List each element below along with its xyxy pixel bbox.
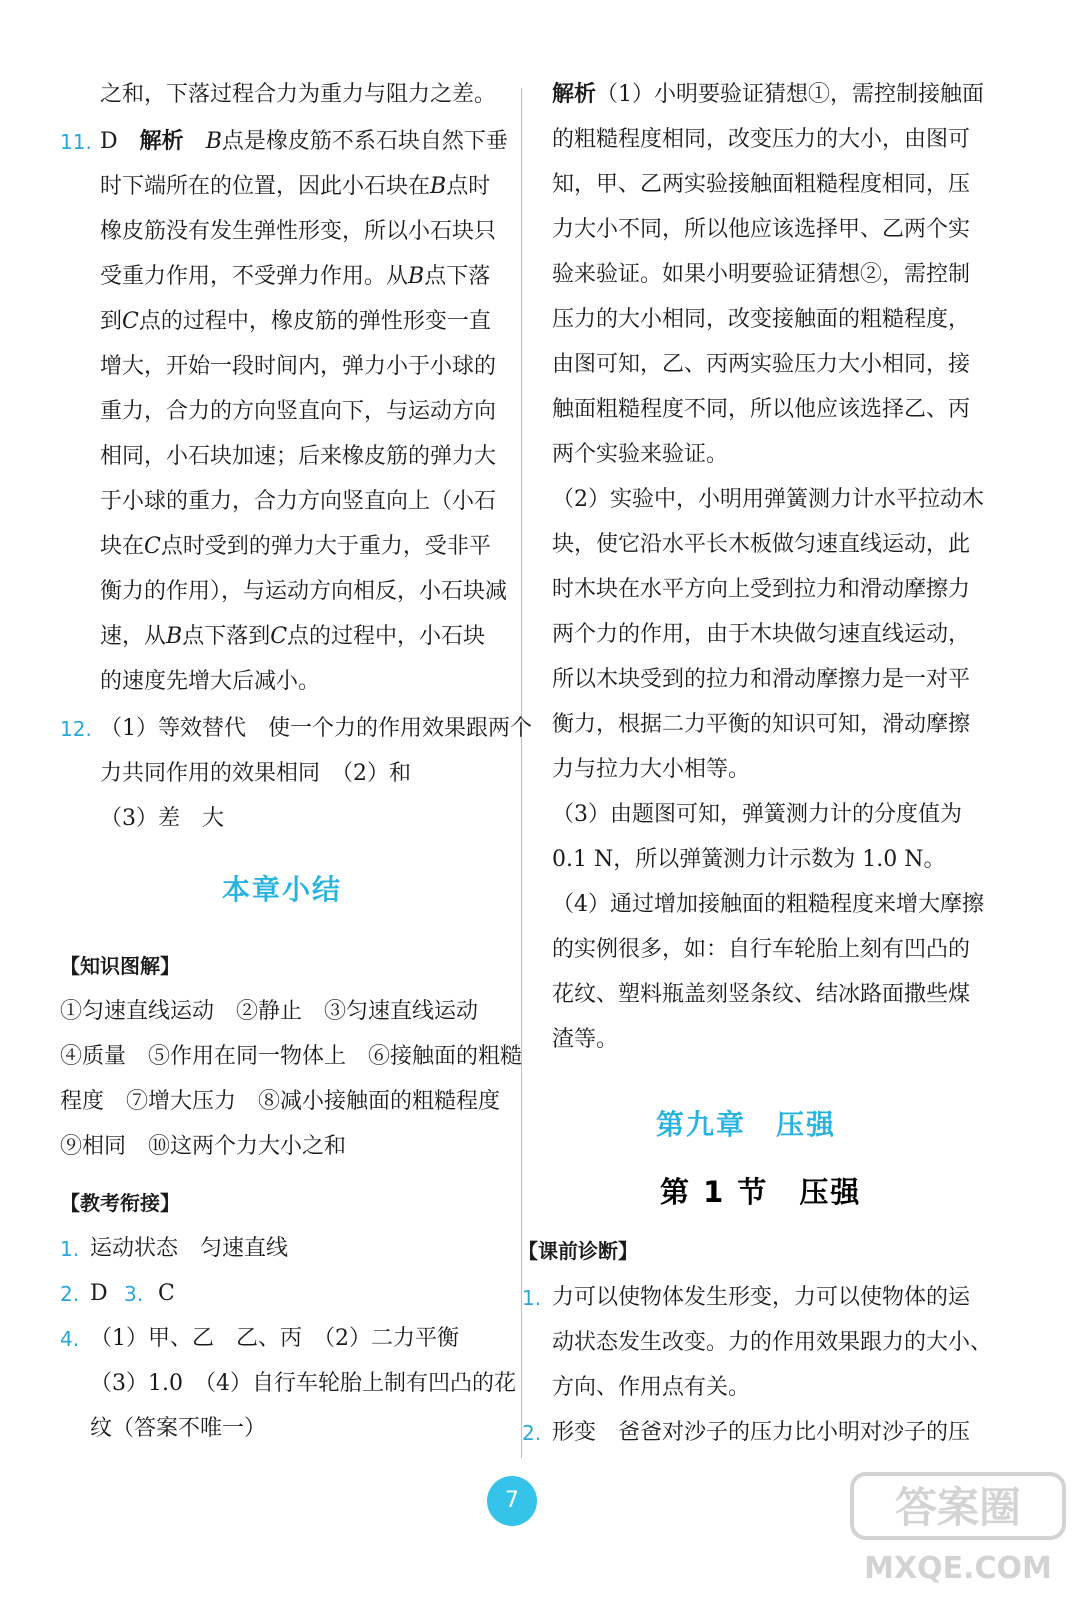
text-line: 块，使它沿水平长木板做匀速直线运动，此	[552, 532, 971, 557]
text-line: ⑨相同 ⑩这两个力大小之和	[60, 1134, 347, 1159]
text-line: （4）通过增加接触面的粗糙程度来增大摩擦	[552, 892, 984, 917]
text-line: 力大小不同，所以他应该选择甲、乙两个实	[552, 217, 971, 242]
point-label: B	[205, 129, 222, 154]
question-number: 4.	[60, 1327, 80, 1351]
text-line: 衡力，根据二力平衡的知识可知，滑动摩擦	[552, 712, 971, 737]
text-line: 点是橡皮筋不系石块自然下垂	[221, 129, 508, 154]
text-line: 的实例很多，如：自行车轮胎上刻有凹凸的	[552, 937, 971, 962]
text-line: （1）甲、乙 乙、丙 （2）二力平衡	[90, 1326, 459, 1351]
text-line: 0.1 N，所以弹簧测力计示数为 1.0 N。	[552, 847, 946, 872]
text-line: 力共同作用的效果相同 （2）和	[100, 761, 411, 786]
text-line: 程度 ⑦增大压力 ⑧减小接触面的粗糙程度	[60, 1089, 501, 1114]
text-line: 增大，开始一段时间内，弹力小于小球的	[100, 354, 497, 379]
text-line: 速，从B点下落到C点的过程中，小石块	[100, 624, 486, 649]
text-line: ①匀速直线运动 ②静止 ③匀速直线运动	[60, 999, 479, 1024]
text-line: （1）等效替代 使一个力的作用效果跟两个	[100, 716, 532, 741]
page-number: 7	[487, 1476, 537, 1526]
text-line: 由图可知，乙、丙两实验压力大小相同，接	[552, 352, 971, 377]
watermark-top: 答案圈	[894, 1483, 1022, 1532]
text-line: （3）差 大	[100, 806, 224, 831]
text-line: 验来验证。如果小明要验证猜想②，需控制	[552, 262, 971, 287]
text-line: 衡力的作用），与运动方向相反，小石块减	[100, 579, 508, 604]
text-line: 纹（答案不唯一）	[90, 1416, 267, 1441]
text-line: 知，甲、乙两实验接触面粗糙程度相同，压	[552, 172, 971, 197]
text-line: 时下端所在的位置，因此小石块在B点时	[100, 174, 491, 199]
text-line: 块在C点时受到的弹力大于重力，受非平	[100, 534, 491, 559]
analysis-keyword: 解析	[552, 82, 597, 107]
section-heading: 【课前诊断】	[518, 1239, 638, 1263]
text-line: 的粗糙程度相同，改变压力的大小，由图可	[552, 127, 971, 152]
watermark-bottom: MXQE.COM	[864, 1551, 1052, 1586]
text-line: 渣等。	[552, 1027, 619, 1052]
text-line: 运动状态 匀速直线	[90, 1236, 289, 1261]
text-line: 力可以使物体发生形变，力可以使物体的运	[552, 1285, 971, 1310]
answer-letter: C	[158, 1281, 175, 1306]
question-number: 3.	[124, 1282, 144, 1306]
text-line: 重力，合力的方向竖直向下，与运动方向	[100, 399, 497, 424]
text-line: 花纹、塑料瓶盖刻竖条纹、结冰路面撒些煤	[552, 982, 971, 1007]
chapter-title: 第九章 压强	[656, 1108, 837, 1141]
text-line: ④质量 ⑤作用在同一物体上 ⑥接触面的粗糙	[60, 1044, 523, 1069]
text-line: 两个实验来验证。	[552, 442, 729, 467]
watermark-logo	[848, 1470, 1068, 1590]
text-line: 到C点的过程中，橡皮筋的弹性形变一直	[100, 309, 491, 334]
text-line: 动状态发生改变。力的作用效果跟力的大小、	[552, 1330, 993, 1355]
text-line: 压力的大小相同，改变接触面的粗糙程度，	[552, 307, 971, 332]
text-line: 所以木块受到的拉力和滑动摩擦力是一对平	[552, 667, 971, 692]
text-line: 力与拉力大小相等。	[552, 757, 751, 782]
section-title: 第 1 节 压强	[660, 1175, 862, 1209]
question-number: 1.	[60, 1237, 80, 1261]
question-number: 2.	[60, 1282, 80, 1306]
question-number: 2.	[522, 1421, 542, 1445]
text-line: 受重力作用，不受弹力作用。从B点下落	[100, 264, 491, 289]
section-heading: 【教考衔接】	[60, 1191, 180, 1215]
text-line: （3）1.0 （4）自行车轮胎上制有凹凸的花	[90, 1371, 516, 1396]
text-line: 解析（1）小明要验证猜想①，需控制接触面	[552, 82, 985, 107]
answer-letter: D	[90, 1281, 108, 1306]
text-line: 相同，小石块加速；后来橡皮筋的弹力大	[100, 444, 497, 469]
text-line: 形变 爸爸对沙子的压力比小明对沙子的压	[552, 1420, 971, 1445]
summary-title: 本章小结	[222, 873, 343, 906]
text-line: 之和，下落过程合力为重力与阻力之差。	[100, 82, 497, 107]
text-line: （3）由题图可知，弹簧测力计的分度值为	[552, 802, 962, 827]
analysis-keyword: 解析	[139, 129, 184, 154]
question-number: 12.	[60, 717, 92, 741]
text-line: 触面粗糙程度不同，所以他应该选择乙、丙	[552, 397, 971, 422]
question-number: 11.	[60, 130, 92, 154]
text-line: （2）实验中，小明用弹簧测力计水平拉动木	[552, 487, 984, 512]
text-line: 两个力的作用，由于木块做匀速直线运动，	[552, 622, 971, 647]
text-line: 时木块在水平方向上受到拉力和滑动摩擦力	[552, 577, 971, 602]
text-line: 于小球的重力，合力方向竖直向上（小石	[100, 489, 497, 514]
answer-letter: D	[100, 129, 118, 154]
question-number: 1.	[522, 1286, 542, 1310]
text-line: 的速度先增大后减小。	[100, 669, 321, 694]
text-line: 方向、作用点有关。	[552, 1375, 751, 1400]
text-line: 橡皮筋没有发生弹性形变，所以小石块只	[100, 219, 497, 244]
section-heading: 【知识图解】	[60, 954, 180, 978]
